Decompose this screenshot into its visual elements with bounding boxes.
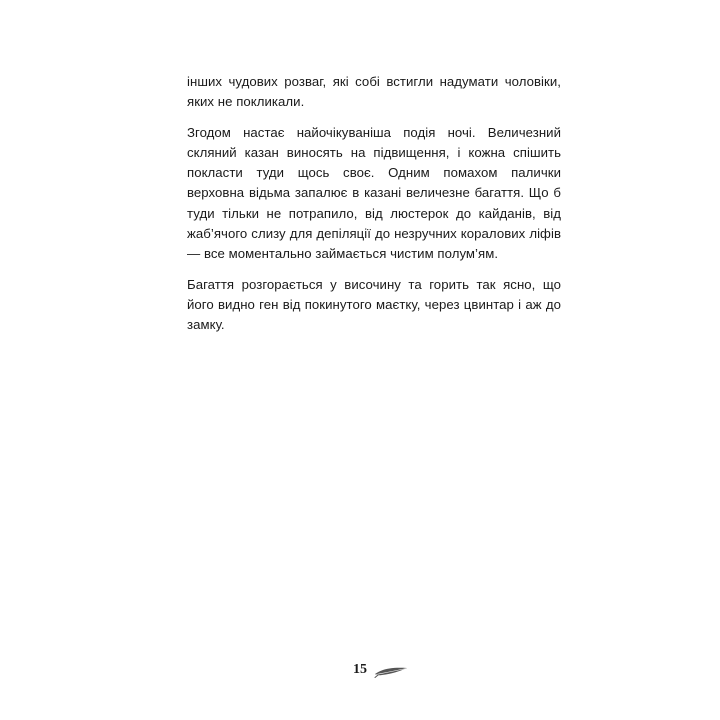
page-number: 15 (353, 662, 367, 677)
paragraph-2: Згодом настає найочікуваніша подія ночі. Величезний скляний казан виносять на підвищення, і кожна спішить покласти туди щось своє. Одним помахом палички верховна відьма запалює в казані величезне багаття. Що б туди тільки не потрапило, від люстерок до кайданів, від жаб’ячого слизу для депіляції до незручних коралових ліфів — все моментально займається чистим полум’ям. (187, 124, 561, 262)
feather-icon (374, 665, 408, 679)
page-footer (0, 660, 720, 684)
paragraph-1: інших чудових розваг, які собі встигли надумати чоловіки, яких не покликали. (187, 74, 561, 110)
body-text (187, 72, 561, 346)
paragraph-3: Багаття розгорається у височину та горить так ясно, що його видно ген від покинутого маєтку, через цвинтар і аж до замку. (187, 276, 561, 333)
